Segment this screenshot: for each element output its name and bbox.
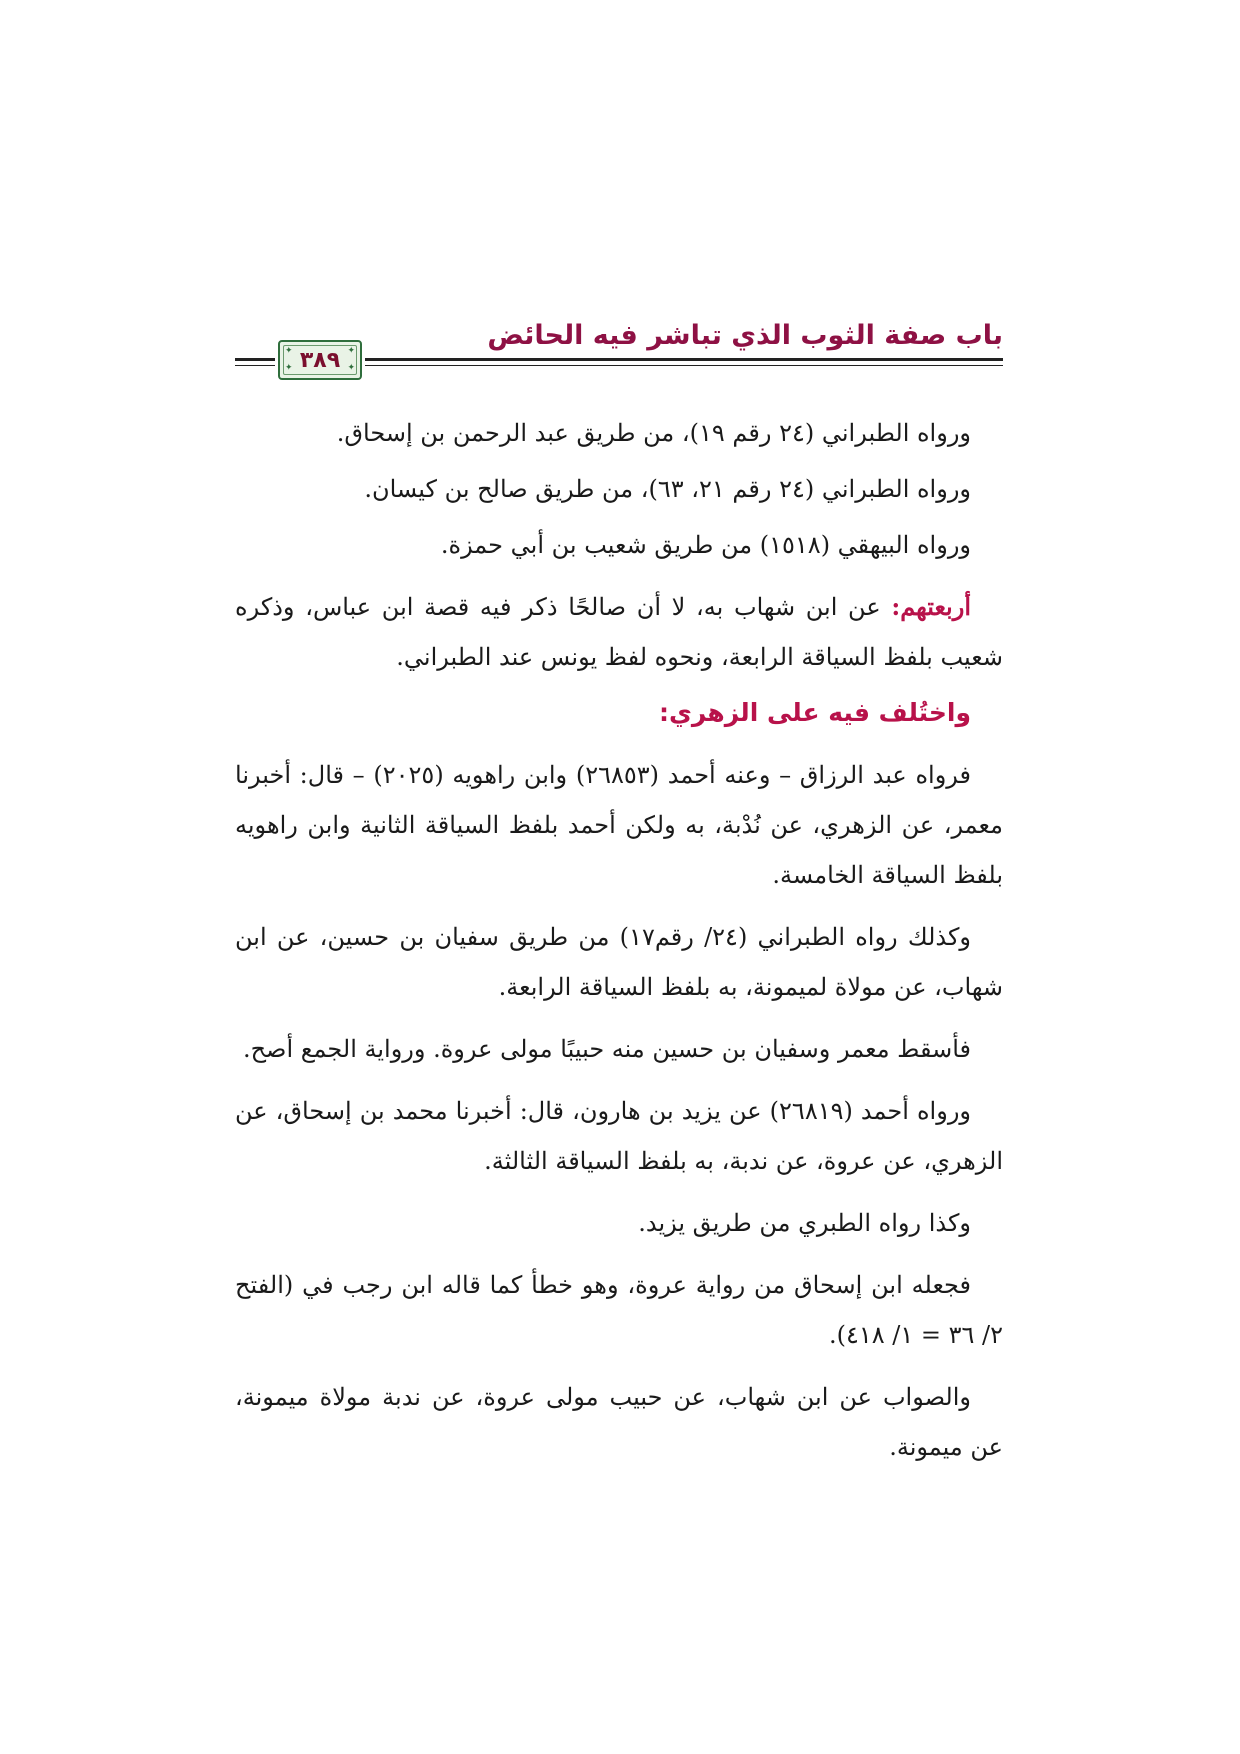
section-heading-text: واختُلف فيه على الزهري: (658, 698, 971, 727)
paragraph: ورواه البيهقي (١٥١٨) من طريق شعيب بن أبي حمزة. (440, 531, 971, 559)
header-rule-thin (365, 365, 1003, 366)
paragraph: وكذلك رواه الطبراني (٢٤/ رقم١٧) من طريق سفيان بن حسين، عن ابن شهاب، عن مولاة لميمونة، به بلفظ السياقة الرابعة. (235, 923, 1003, 1001)
paragraph: فجعله ابن إسحاق من رواية عروة، وهو خطأ كما قاله ابن رجب في (الفتح ٢/ ٣٦ = ١/ ٤١٨). (235, 1271, 1003, 1349)
chapter-title: باب صفة الثوب الذي تباشر فيه الحائض (487, 320, 1003, 351)
paragraph: ورواه الطبراني (٢٤ رقم ٢١، ٦٣)، من طريق صالح بن كيسان. (364, 475, 971, 503)
header-rule (365, 358, 1003, 361)
page-header (235, 318, 1003, 380)
page-number: ٣٨٩ (299, 347, 341, 373)
paragraph-lead: أربعتهم: (891, 592, 971, 621)
header-rule-left-thin (235, 365, 275, 366)
paragraph: فرواه عبد الرزاق – وعنه أحمد (٢٦٨٥٣) وابن راهويه (٢٠٢٥) – قال: أخبرنا معمر، عن الزهري، عن نُدْبة، به ولكن أحمد بلفظ السياقة الثانية وابن راهويه بلفظ السياقة الخامسة. (235, 761, 1003, 889)
header-rule-left (235, 358, 275, 361)
paragraph: ورواه أحمد (٢٦٨١٩) عن يزيد بن هارون، قال: أخبرنا محمد بن إسحاق، عن الزهري، عن عروة، عن ندبة، به بلفظ السياقة الثالثة. (235, 1097, 1003, 1175)
paragraph: فأسقط معمر وسفيان بن حسين منه حبيبًا مولى عروة. ورواية الجمع أصح. (242, 1035, 971, 1063)
ornament-icon: ✦ (285, 346, 293, 356)
main-text (235, 408, 1003, 1484)
ornament-icon: ✦ (347, 363, 355, 373)
paragraph (235, 582, 1003, 682)
ornament-icon: ✦ (347, 346, 355, 356)
paragraph-text: عن ابن شهاب به، لا أن صالحًا ذكر فيه قصة ابن عباس، وذكره شعيب بلفظ السياقة الرابعة، ونحوه لفظ يونس عند الطبراني. (235, 593, 1003, 671)
ornament-icon: ✦ (285, 363, 293, 373)
page-number-badge (278, 340, 362, 380)
section-heading (235, 688, 1003, 738)
paragraph: ورواه الطبراني (٢٤ رقم ١٩)، من طريق عبد الرحمن بن إسحاق. (336, 419, 971, 447)
paragraph: وكذا رواه الطبري من طريق يزيد. (638, 1209, 971, 1237)
paragraph: والصواب عن ابن شهاب، عن حبيب مولى عروة، عن ندبة مولاة ميمونة، عن ميمونة. (235, 1383, 1003, 1461)
